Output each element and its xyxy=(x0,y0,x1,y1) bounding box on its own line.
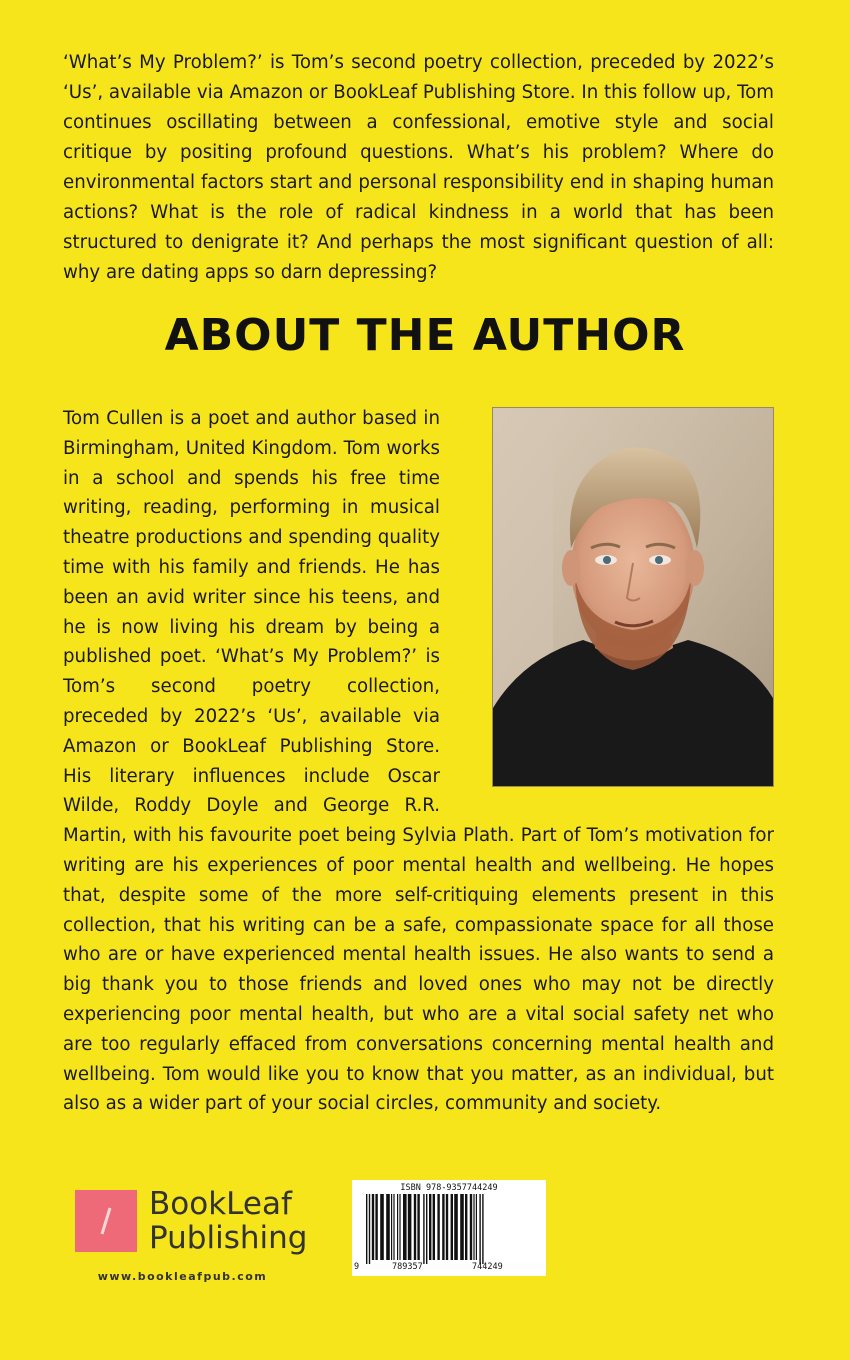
barcode-bar xyxy=(397,1194,398,1260)
barcode-digit-group1: 789357 xyxy=(392,1262,423,1272)
barcode-bar xyxy=(403,1194,407,1260)
barcode-bar xyxy=(470,1194,472,1260)
barcode-bar xyxy=(372,1194,374,1260)
barcode-bar xyxy=(451,1194,453,1260)
barcode-bar xyxy=(386,1194,390,1260)
barcode-bar xyxy=(423,1194,424,1264)
barcode-bars xyxy=(352,1180,546,1276)
bookleaf-logo-mark xyxy=(75,1190,137,1252)
barcode-bar xyxy=(369,1194,370,1264)
barcode-bar xyxy=(366,1194,367,1264)
barcode-bar xyxy=(473,1194,474,1260)
barcode-bar xyxy=(454,1194,458,1260)
barcode-bar xyxy=(437,1194,439,1260)
author-bio: Tom Cullen is a poet and author based in Birmingham, United Kingdom. Tom works in a school and spends his free time writing, reading, performing in musical theatre productions and spending quality time with his family and friends. He has been an avid writer since his teens, and he is now living his dream by being a published poet. ‘What’s My Problem?’ is Tom’s second poetry collection, preceded by 2022’s ‘Us’, available via Amazon or BookLeaf Publishing Store. His literary influences include Oscar Wilde, Roddy Doyle and George R.R. Martin, with his favourite poet being Sylvia Plath. Part of Tom’s motivation for writing are his experiences of poor mental health and wellbeing. He hopes that, despite some of the more self-critiquing elements present in this collection, that his writing can be a safe, compassionate space for all those who are or have experienced mental health issues. He also wants to send a big thank you to those friends and loved ones who may not be directly experiencing poor mental health, but who are a vital social safety net who are too regularly effaced from conversations concerning mental health and wellbeing. Tom would like you to know that you matter, as an individual, but also as a wider part of your social circles, community and society. xyxy=(63,408,774,1115)
barcode-bar xyxy=(380,1194,384,1260)
barcode-bar xyxy=(482,1194,483,1264)
barcode-bar xyxy=(399,1194,400,1260)
barcode-bar xyxy=(446,1194,448,1260)
barcode-bar xyxy=(417,1194,419,1260)
barcode-bar xyxy=(460,1194,464,1260)
author-bio-section xyxy=(63,404,774,1119)
logo-name-line2: Publishing xyxy=(149,1220,308,1256)
about-author-heading: ABOUT THE AUTHOR xyxy=(164,310,686,361)
barcode-digit-lead: 9 xyxy=(354,1262,360,1272)
barcode-bar xyxy=(479,1194,480,1264)
author-photo xyxy=(492,407,774,787)
barcode-digit-group2: 744249 xyxy=(472,1262,503,1272)
barcode-bar xyxy=(433,1194,435,1260)
isbn-barcode xyxy=(352,1180,546,1276)
logo-name-line1: BookLeaf xyxy=(149,1186,292,1222)
book-blurb: ‘What’s My Problem?’ is Tom’s second poetry collection, preceded by 2022’s ‘Us’, available via Amazon or BookLeaf Publishing Store. In this follow up, Tom continues oscillating between a confessional, emotive style and social critique by positing profound questions. What’s his problem? Where do environmental factors start and personal responsibility end in shaping human actions? What is the role of radical kindness in a world that has been structured to denigrate it? And perhaps the most significant question of all: why are dating apps so darn depressing? xyxy=(63,52,774,283)
barcode-bar xyxy=(414,1194,416,1260)
barcode-bar xyxy=(426,1194,427,1264)
barcode-bar xyxy=(476,1194,477,1260)
barcode-bar xyxy=(393,1194,394,1260)
bookleaf-logo-text xyxy=(149,1187,307,1255)
bookleaf-logo xyxy=(75,1186,315,1265)
isbn-label: ISBN 978-9357744249 xyxy=(400,1183,498,1193)
barcode-bar xyxy=(375,1194,377,1260)
publisher-website: www.bookleafpub.com xyxy=(97,1270,268,1283)
barcode-bar xyxy=(391,1194,392,1260)
barcode-bar xyxy=(465,1194,467,1260)
barcode-bar xyxy=(429,1194,431,1260)
barcode-bar xyxy=(442,1194,444,1260)
barcode-bar xyxy=(408,1194,412,1260)
